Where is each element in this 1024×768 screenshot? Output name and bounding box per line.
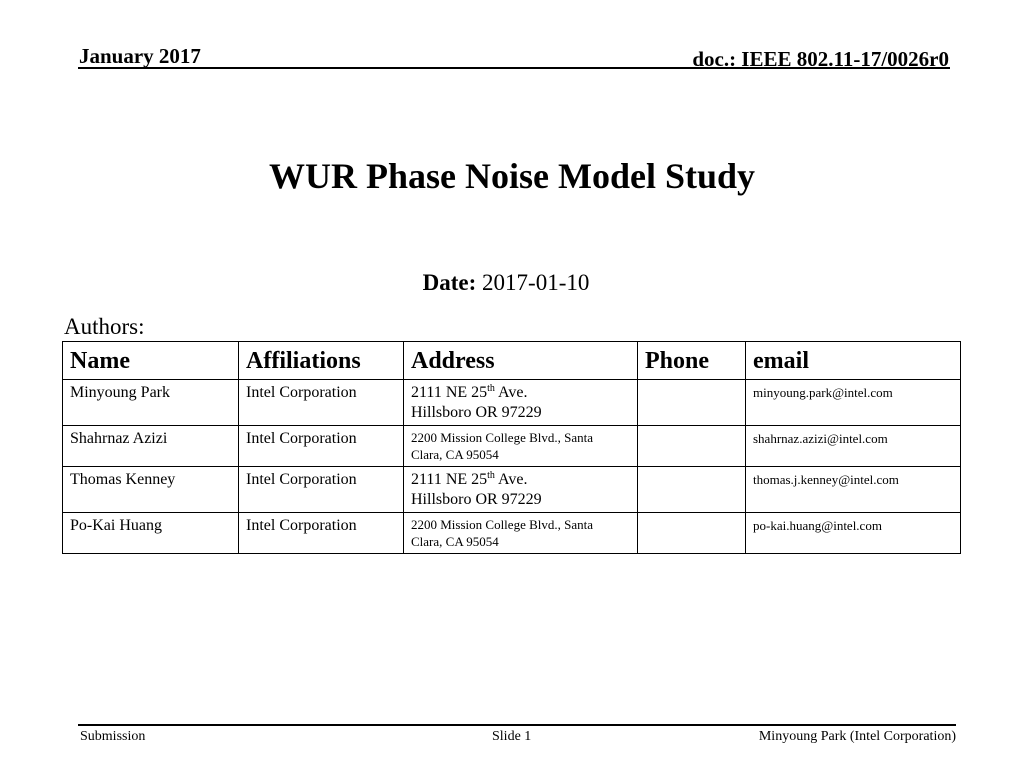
date-line	[0, 268, 1012, 298]
authors-label: Authors:	[64, 314, 145, 339]
footer-author: Minyoung Park (Intel Corporation)	[758, 729, 956, 744]
footer-submission: Submission	[80, 729, 146, 744]
address-street: 2111 NE 25	[411, 471, 488, 488]
author-phone	[638, 426, 746, 467]
address-street: 2200 Mission College Blvd., Santa	[411, 430, 593, 445]
author-affiliation: Intel Corporation	[239, 513, 404, 554]
table-row	[63, 467, 961, 513]
email-text: po-kai.huang@intel.com	[753, 518, 882, 533]
email-text: thomas.j.kenney@intel.com	[753, 472, 899, 487]
address-street-suffix: Ave.	[494, 384, 528, 401]
author-phone	[638, 467, 746, 513]
header-date: January 2017	[79, 44, 201, 68]
table-row	[63, 380, 961, 426]
footer-divider	[78, 724, 956, 726]
author-affiliation: Intel Corporation	[239, 467, 404, 513]
date-label: Date:	[422, 270, 477, 295]
author-affiliation: Intel Corporation	[239, 380, 404, 426]
author-email	[746, 467, 961, 513]
address-street: 2111 NE 25	[411, 384, 488, 401]
table-header-row	[63, 342, 961, 380]
email-text: shahrnaz.azizi@intel.com	[753, 431, 888, 446]
author-phone	[638, 513, 746, 554]
address-city: Clara, CA 95054	[411, 534, 499, 549]
authors-table	[62, 341, 961, 554]
author-email	[746, 426, 961, 467]
author-address	[404, 467, 638, 513]
author-name: Shahrnaz Azizi	[63, 426, 239, 467]
author-address	[404, 380, 638, 426]
address-ordinal: th	[487, 470, 495, 481]
column-header-name: Name	[63, 342, 239, 380]
author-email	[746, 513, 961, 554]
address-city: Clara, CA 95054	[411, 447, 499, 462]
address-street: 2200 Mission College Blvd., Santa	[411, 517, 593, 532]
footer-slide-number: Slide 1	[492, 729, 532, 744]
address-city: Hillsboro OR 97229	[411, 491, 542, 508]
email-text: minyoung.park@intel.com	[753, 385, 893, 400]
author-name: Thomas Kenney	[63, 467, 239, 513]
author-phone	[638, 380, 746, 426]
author-email	[746, 380, 961, 426]
column-header-email: email	[746, 342, 961, 380]
author-name: Minyoung Park	[63, 380, 239, 426]
date-value: 2017-01-10	[482, 270, 590, 295]
slide-title: WUR Phase Noise Model Study	[268, 156, 756, 196]
author-address	[404, 513, 638, 554]
table-row	[63, 426, 961, 467]
column-header-affiliations: Affiliations	[239, 342, 404, 380]
header-divider	[78, 67, 950, 69]
table-row	[63, 513, 961, 554]
address-ordinal: th	[487, 383, 495, 394]
header-doc-id: doc.: IEEE 802.11-17/0026r0	[692, 47, 949, 71]
author-affiliation: Intel Corporation	[239, 426, 404, 467]
address-city: Hillsboro OR 97229	[411, 404, 542, 421]
author-name: Po-Kai Huang	[63, 513, 239, 554]
author-address	[404, 426, 638, 467]
column-header-phone: Phone	[638, 342, 746, 380]
column-header-address: Address	[404, 342, 638, 380]
address-street-suffix: Ave.	[494, 471, 528, 488]
